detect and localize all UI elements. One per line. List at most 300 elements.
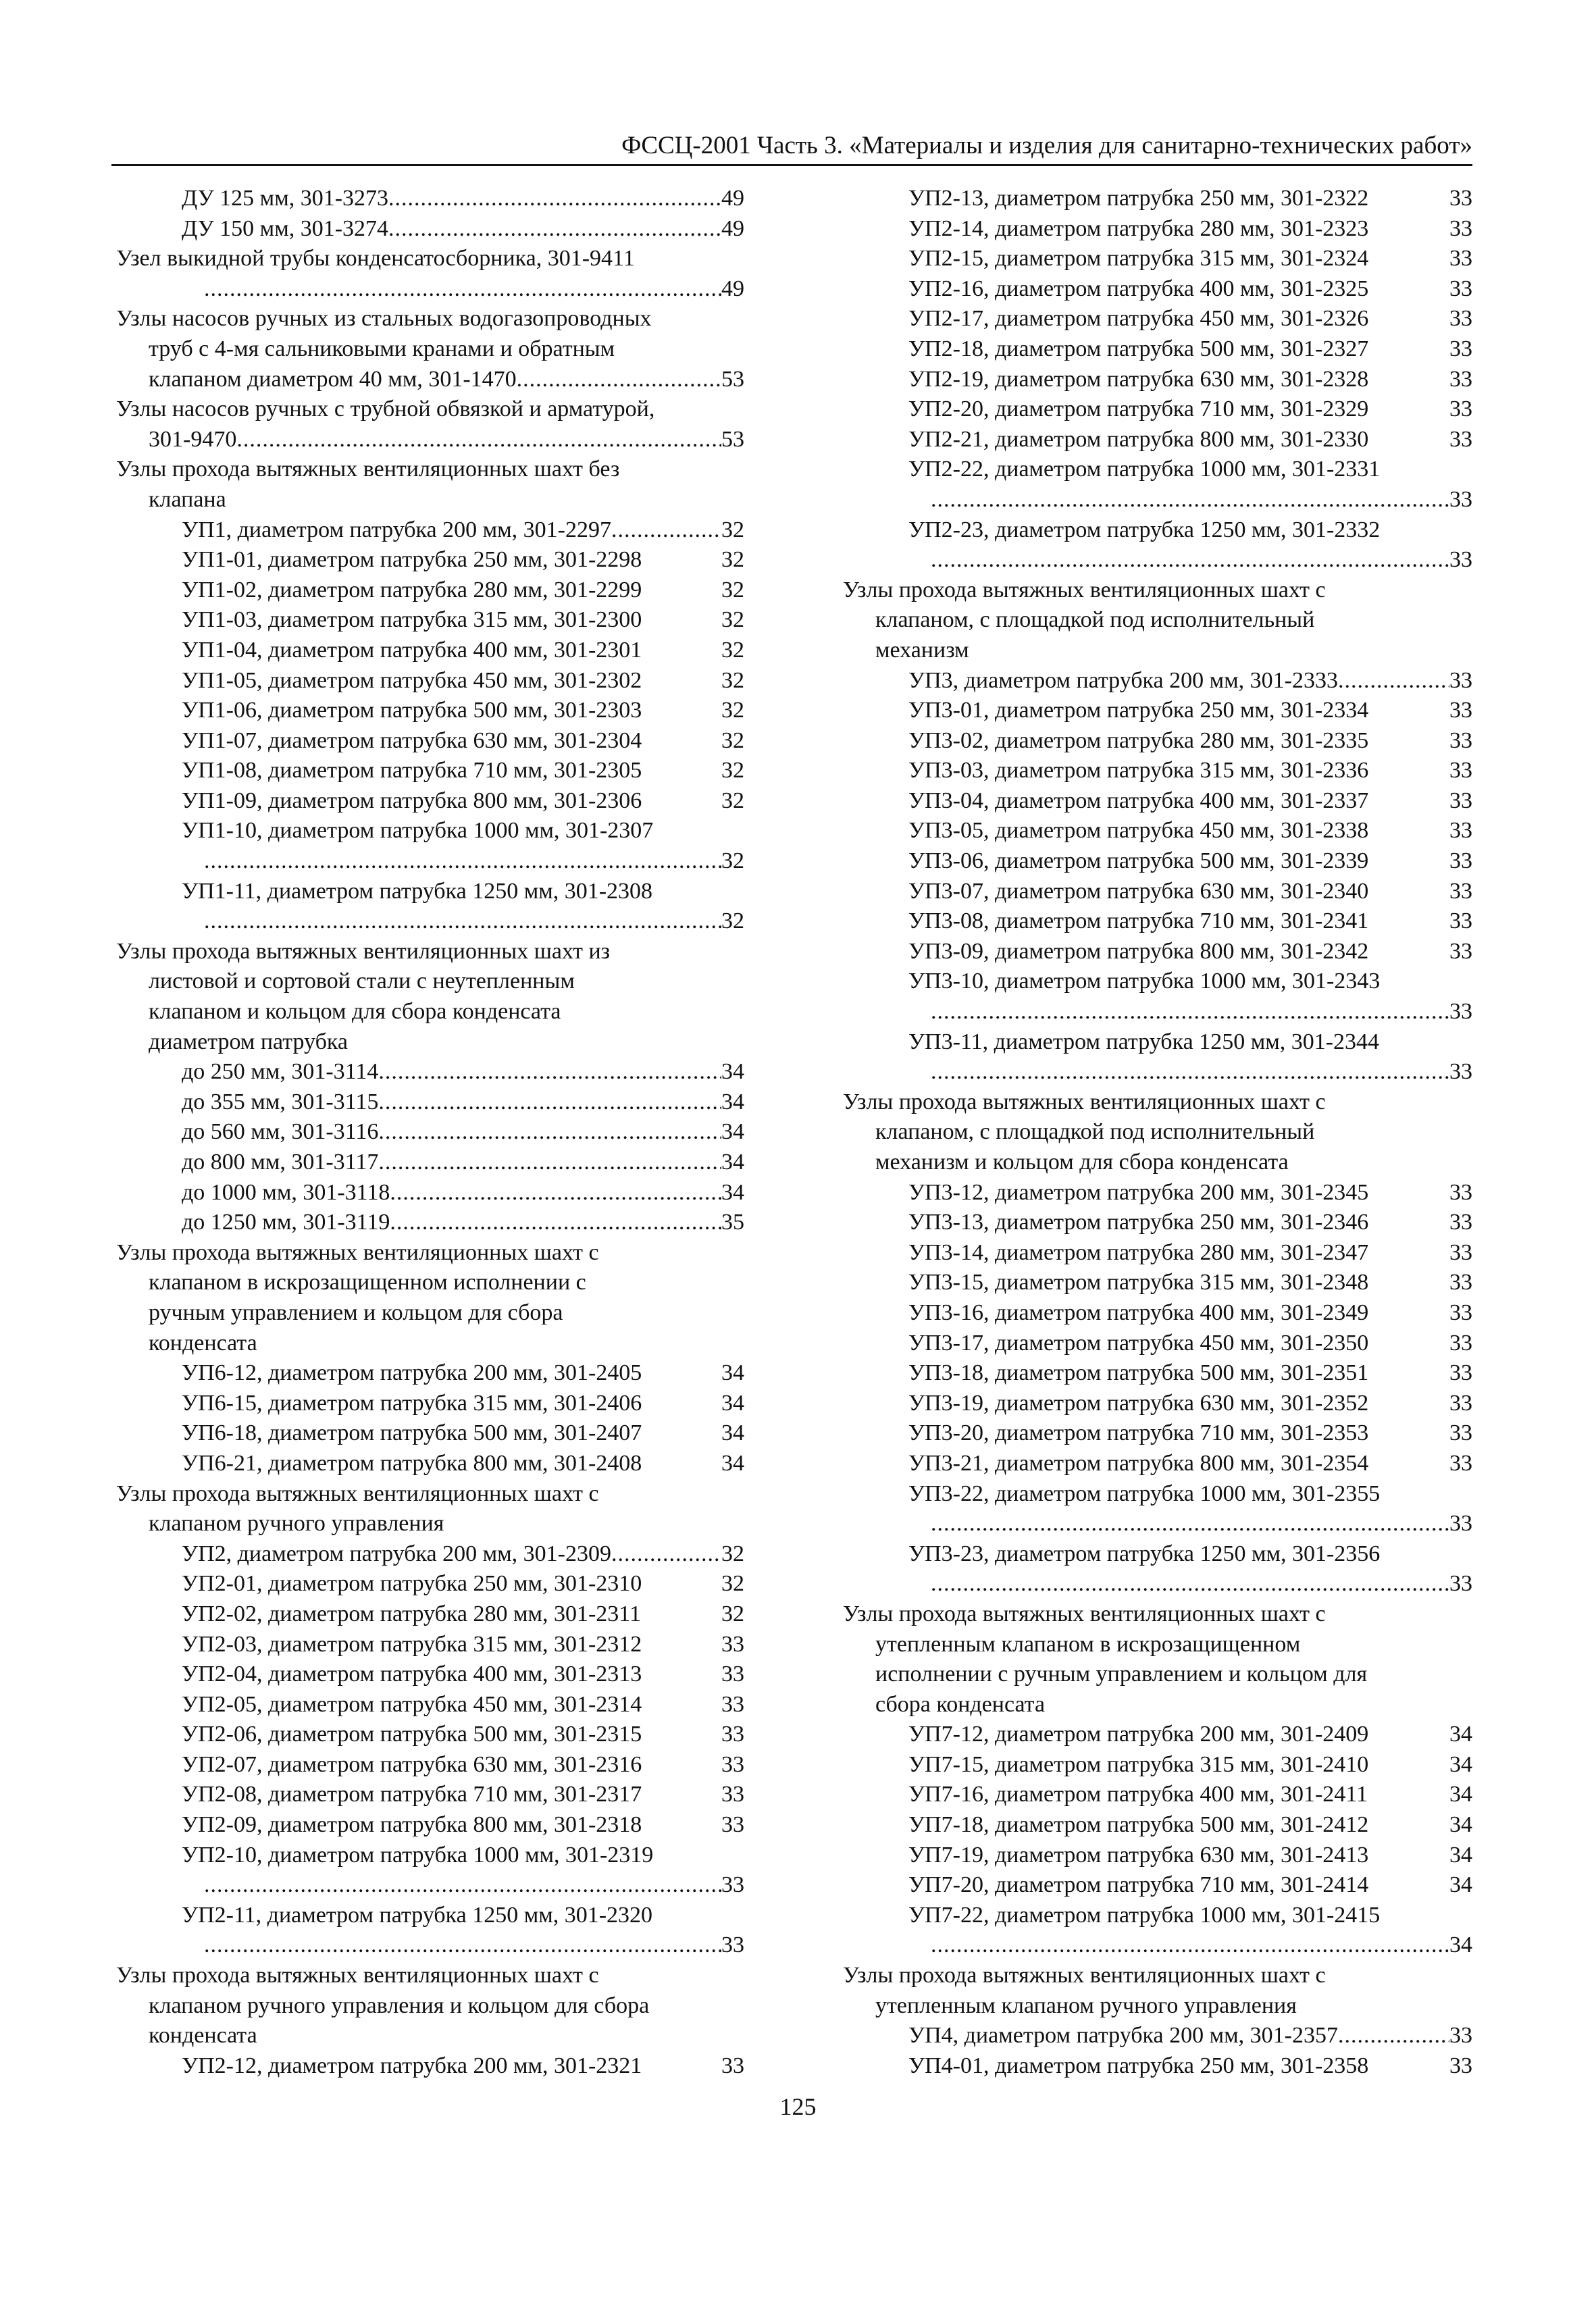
index-entry-text: до 1250 мм, 301-3119 — [182, 1210, 390, 1235]
index-entry — [116, 1780, 744, 1810]
page-reference: 33 — [1449, 758, 1472, 783]
index-entry-text: УП3-16, диаметром патрубка 400 мм, 301-2349 — [908, 1300, 1369, 1325]
index-entry — [843, 304, 1472, 334]
index-entry — [843, 365, 1472, 395]
index-heading: Узлы прохода вытяжных вентиляционных шахт с — [843, 1963, 1326, 1988]
index-entry — [843, 184, 1472, 214]
page-reference: 33 — [1449, 547, 1472, 573]
index-heading-continuation: клапаном ручного управления — [149, 1511, 444, 1537]
index-entry — [843, 846, 1472, 877]
index-entry-text: УП3-05, диаметром патрубка 450 мм, 301-2338 — [908, 818, 1369, 844]
page-reference: 33 — [1449, 1210, 1472, 1235]
page-reference: 33 — [1449, 848, 1472, 874]
index-entry — [116, 515, 744, 546]
index-entry-text: УП3-06, диаметром патрубка 500 мм, 301-2339 — [908, 848, 1369, 874]
index-entry-text: УП3-19, диаметром патрубка 630 мм, 301-2352 — [908, 1390, 1369, 1416]
page-reference: 33 — [721, 1782, 744, 1807]
index-entry-text: УП2-11, диаметром патрубка 1250 мм, 301-2320 — [182, 1902, 653, 1928]
index-entry-text: УП1-11, диаметром патрубка 1250 мм, 301-2308 — [182, 878, 653, 904]
index-leader-line — [116, 906, 744, 937]
index-entry-text: УП1-02, диаметром патрубка 280 мм, 301-2299 — [182, 577, 642, 602]
index-entry-text: УП7-18, диаметром патрубка 500 мм, 301-2412 — [908, 1812, 1369, 1838]
index-entry-text: УП3-11, диаметром патрубка 1250 мм, 301-2344 — [908, 1029, 1380, 1054]
index-entry — [116, 1208, 744, 1238]
index-entry — [116, 1178, 744, 1208]
dot-leader — [611, 1539, 721, 1570]
index-entry — [843, 1449, 1472, 1479]
dot-leader — [378, 1057, 721, 1087]
dot-leader — [611, 515, 721, 546]
index-leader-line — [843, 1509, 1472, 1539]
page-reference: 33 — [721, 1691, 744, 1717]
page-reference: 34 — [721, 1420, 744, 1446]
page-reference: 33 — [1449, 306, 1472, 332]
index-entry — [116, 1057, 744, 1087]
page-reference: 32 — [721, 1541, 744, 1566]
index-heading-continuation: утепленным клапаном ручного управления — [875, 1992, 1297, 2018]
dot-leader — [388, 214, 721, 245]
page-reference: 34 — [1449, 1842, 1472, 1868]
running-header: ФССЦ-2001 Часть 3. «Материалы и изделия для санитарно-технических работ» — [621, 132, 1472, 159]
dot-leader — [378, 1087, 721, 1118]
page-reference: 32 — [721, 577, 744, 602]
index-entry-text: УП1-09, диаметром патрубка 800 мм, 301-2306 — [182, 788, 642, 813]
index-entry — [843, 1810, 1472, 1841]
index-entry-text: УП1-08, диаметром патрубка 710 мм, 301-2305 — [182, 758, 642, 783]
index-heading-continuation: клапаном ручного управления и кольцом для сбора — [149, 1992, 650, 2018]
index-entry-text: УП2-22, диаметром патрубка 1000 мм, 301-2331 — [908, 457, 1381, 482]
page-reference: 34 — [721, 1150, 744, 1175]
index-entry — [843, 274, 1472, 305]
page-reference: 34 — [721, 1360, 744, 1386]
index-leader-line — [116, 1870, 744, 1901]
index-entry-text: УП2, диаметром патрубка 200 мм, 301-2309 — [182, 1541, 611, 1566]
index-entry — [843, 1750, 1472, 1780]
index-entry-text: УП2-21, диаметром патрубка 800 мм, 301-2330 — [908, 426, 1369, 452]
page-reference: 33 — [1449, 1420, 1472, 1446]
index-entry — [116, 2051, 744, 2082]
page-reference: 32 — [721, 1601, 744, 1626]
page-number: 125 — [779, 2093, 817, 2120]
index-entry-text: УП7-19, диаметром патрубка 630 мм, 301-2413 — [908, 1842, 1369, 1868]
index-entry-text: УП7-12, диаметром патрубка 200 мм, 301-2409 — [908, 1722, 1369, 1747]
index-entry — [116, 1810, 744, 1841]
page-reference: 33 — [1449, 938, 1472, 964]
page-reference: 32 — [721, 547, 744, 573]
index-entry-text: УП3-01, диаметром патрубка 250 мм, 301-2334 — [908, 698, 1369, 723]
index-entry — [843, 906, 1472, 937]
index-heading: Узлы прохода вытяжных вентиляционных шахт из — [116, 938, 611, 964]
index-entry-text: УП7-15, диаметром патрубка 315 мм, 301-2410 — [908, 1751, 1369, 1777]
index-entry-text: УП1-04, диаметром патрубка 400 мм, 301-2301 — [182, 637, 642, 663]
index-entry-text: УП2-17, диаметром патрубка 450 мм, 301-2326 — [908, 306, 1369, 332]
index-entry-text: УП3-14, диаметром патрубка 280 мм, 301-2347 — [908, 1239, 1369, 1265]
index-entry-text: клапаном диаметром 40 мм, 301-1470 — [149, 366, 517, 392]
dot-leader — [390, 1178, 721, 1208]
index-heading: Узлы насосов ручных с трубной обвязкой и арматурой, — [116, 396, 655, 422]
index-entry-text: УП2-12, диаметром патрубка 200 мм, 301-2321 — [182, 2053, 642, 2078]
index-entry-text: УП2-07, диаметром патрубка 630 мм, 301-2316 — [182, 1751, 642, 1777]
page-reference: 33 — [1449, 186, 1472, 211]
page-reference: 32 — [721, 698, 744, 723]
index-entry-text: УП3-09, диаметром патрубка 800 мм, 301-2342 — [908, 938, 1369, 964]
page-reference: 33 — [1449, 215, 1472, 241]
index-entry — [843, 214, 1472, 245]
index-entry — [843, 334, 1472, 365]
index-leader-line — [843, 1930, 1472, 1961]
index-entry — [116, 1569, 744, 1599]
dot-leader — [931, 545, 1449, 575]
page-reference: 32 — [721, 908, 744, 934]
page-reference: 34 — [1449, 1812, 1472, 1838]
page-reference: 33 — [1449, 667, 1472, 693]
dot-leader — [204, 1930, 721, 1961]
page-reference: 33 — [1449, 1239, 1472, 1265]
index-heading: Узлы прохода вытяжных вентиляционных шахт с — [843, 577, 1326, 602]
index-entry-text: УП6-12, диаметром патрубка 200 мм, 301-2405 — [182, 1360, 642, 1386]
index-entry — [843, 2021, 1472, 2051]
index-entry — [116, 605, 744, 636]
index-entry-text: УП3-18, диаметром патрубка 500 мм, 301-2351 — [908, 1360, 1369, 1386]
page-reference: 34 — [1449, 1782, 1472, 1807]
index-entry-text: УП3-21, диаметром патрубка 800 мм, 301-2354 — [908, 1450, 1369, 1476]
page-reference: 33 — [1449, 727, 1472, 753]
page-reference: 34 — [721, 1179, 744, 1205]
page-reference: 33 — [1449, 1270, 1472, 1295]
index-entry-text: УП3-22, диаметром патрубка 1000 мм, 301-2355 — [908, 1481, 1381, 1506]
index-entry — [116, 1539, 744, 1570]
page-reference: 33 — [1449, 366, 1472, 392]
index-entry-text: УП2-05, диаметром патрубка 450 мм, 301-2314 — [182, 1691, 642, 1717]
index-entry-text: УП3-03, диаметром патрубка 315 мм, 301-2336 — [908, 758, 1369, 783]
index-entry — [843, 425, 1472, 455]
index-entry-text: УП1-07, диаметром патрубка 630 мм, 301-2304 — [182, 727, 642, 753]
index-entry — [116, 1630, 744, 1660]
index-entry-text: УП4-01, диаметром патрубка 250 мм, 301-2358 — [908, 2053, 1369, 2078]
index-entry-text: УП2-14, диаметром патрубка 280 мм, 301-2323 — [908, 215, 1369, 241]
index-entry-text: УП2-20, диаметром патрубка 710 мм, 301-2329 — [908, 396, 1369, 422]
index-entry-text: УП1, диаметром патрубка 200 мм, 301-2297 — [182, 517, 611, 542]
index-entry — [843, 726, 1472, 756]
index-entry — [116, 1599, 744, 1630]
index-entry — [843, 1841, 1472, 1871]
index-entry — [843, 877, 1472, 907]
page-reference: 34 — [1449, 1932, 1472, 1958]
page-reference: 32 — [721, 788, 744, 813]
index-entry-text: УП7-22, диаметром патрубка 1000 мм, 301-2415 — [908, 1902, 1381, 1928]
page-reference: 33 — [1449, 2023, 1472, 2049]
index-entry-text: УП3-08, диаметром патрубка 710 мм, 301-2341 — [908, 908, 1369, 934]
dot-leader — [931, 1057, 1449, 1087]
page-reference: 34 — [721, 1450, 744, 1476]
index-entry — [843, 1418, 1472, 1449]
index-entry — [116, 365, 744, 395]
page-reference: 33 — [1449, 878, 1472, 904]
dot-leader — [388, 184, 721, 214]
page-reference: 32 — [721, 637, 744, 663]
page-reference: 32 — [721, 1571, 744, 1597]
header-rule — [111, 164, 1472, 166]
page-reference: 33 — [721, 1812, 744, 1838]
page-reference: 33 — [1449, 1300, 1472, 1325]
page-reference: 33 — [1449, 336, 1472, 361]
index-entry-text: УП2-06, диаметром патрубка 500 мм, 301-2315 — [182, 1722, 642, 1747]
index-heading-continuation: утепленным клапаном в искрозащищенном — [875, 1631, 1301, 1657]
index-heading: Узлы прохода вытяжных вентиляционных шахт с — [116, 1239, 599, 1265]
page-reference: 33 — [1449, 396, 1472, 422]
index-entry — [116, 1690, 744, 1720]
index-heading-continuation: исполнении с ручным управлением и кольцом для — [875, 1662, 1368, 1687]
page-reference: 33 — [1449, 2053, 1472, 2078]
index-entry — [116, 575, 744, 606]
index-entry — [843, 1268, 1472, 1298]
index-entry — [843, 666, 1472, 696]
dot-leader — [931, 1569, 1449, 1599]
index-entry-text: УП3-02, диаметром патрубка 280 мм, 301-2335 — [908, 727, 1369, 753]
index-heading-continuation: листовой и сортовой стали с неутепленным — [149, 969, 575, 994]
index-heading-continuation: труб с 4-мя сальниковыми кранами и обратным — [149, 336, 615, 361]
index-heading: Узлы прохода вытяжных вентиляционных шахт с — [843, 1089, 1326, 1114]
page-reference: 53 — [721, 366, 744, 392]
index-entry-text: до 800 мм, 301-3117 — [182, 1150, 379, 1175]
dot-leader — [390, 1208, 721, 1238]
index-entry-text: УП7-16, диаметром патрубка 400 мм, 301-2411 — [908, 1782, 1368, 1807]
page-reference: 33 — [1449, 1390, 1472, 1416]
dot-leader — [378, 1117, 721, 1148]
dot-leader — [931, 1509, 1449, 1539]
index-leader-line — [843, 485, 1472, 515]
index-heading-continuation: конденсата — [149, 1330, 257, 1356]
index-entry-text: УП3-17, диаметром патрубка 450 мм, 301-2350 — [908, 1330, 1369, 1356]
page-reference: 33 — [721, 1662, 744, 1687]
index-entry — [843, 1238, 1472, 1268]
index-entry — [843, 696, 1472, 726]
index-entry-text: УП2-13, диаметром патрубка 250 мм, 301-2322 — [908, 186, 1369, 211]
dot-leader — [931, 485, 1449, 515]
index-heading-continuation: ручным управлением и кольцом для сбора — [149, 1300, 563, 1325]
index-entry-text: УП2-10, диаметром патрубка 1000 мм, 301-2319 — [182, 1842, 654, 1868]
index-heading: Узлы прохода вытяжных вентиляционных шахт с — [116, 1963, 599, 1988]
page-reference: 33 — [721, 2053, 744, 2078]
index-entry-text: УП4, диаметром патрубка 200 мм, 301-2357 — [908, 2023, 1338, 2049]
index-entry-text: до 250 мм, 301-3114 — [182, 1059, 379, 1085]
index-entry-text: УП1-01, диаметром патрубка 250 мм, 301-2298 — [182, 547, 642, 573]
dot-leader — [1338, 2021, 1449, 2051]
page-reference: 33 — [1449, 1450, 1472, 1476]
page-reference: 33 — [1449, 1571, 1472, 1597]
page-reference: 33 — [721, 1631, 744, 1657]
index-entry-text: УП2-08, диаметром патрубка 710 мм, 301-2317 — [182, 1782, 642, 1807]
page-reference: 33 — [1449, 698, 1472, 723]
index-heading: Узлы насосов ручных из стальных водогазопроводных — [116, 306, 652, 332]
page-reference: 32 — [721, 607, 744, 633]
index-heading-continuation: клапаном, с площадкой под исполнительный — [875, 607, 1315, 633]
page-reference: 32 — [721, 727, 744, 753]
index-entry — [843, 1178, 1472, 1208]
page-reference: 49 — [721, 215, 744, 241]
index-entry — [843, 816, 1472, 846]
index-entry — [116, 756, 744, 786]
page-reference: 33 — [1449, 426, 1472, 452]
index-entry — [843, 1208, 1472, 1238]
index-entry — [116, 696, 744, 726]
dot-leader — [931, 997, 1449, 1027]
page-reference: 33 — [721, 1872, 744, 1898]
page-reference: 34 — [1449, 1872, 1472, 1898]
index-entry — [116, 636, 744, 666]
index-heading-continuation: механизм и кольцом для сбора конденсата — [875, 1150, 1289, 1175]
page-reference: 32 — [721, 848, 744, 874]
index-heading-continuation: клапаном и кольцом для сбора конденсата — [149, 999, 561, 1025]
index-leader-line — [116, 274, 744, 305]
index-entry — [116, 1148, 744, 1178]
dot-leader — [236, 425, 721, 455]
index-entry — [116, 1389, 744, 1419]
dot-leader — [931, 1930, 1449, 1961]
dot-leader — [517, 365, 721, 395]
page-reference: 33 — [1449, 1179, 1472, 1205]
page-reference: 33 — [1449, 486, 1472, 512]
index-entry-text: УП6-15, диаметром патрубка 315 мм, 301-2406 — [182, 1390, 642, 1416]
index-entry — [843, 1389, 1472, 1419]
index-entry-text: до 560 мм, 301-3116 — [182, 1119, 379, 1145]
dot-leader — [204, 906, 721, 937]
index-entry — [843, 937, 1472, 967]
page-reference: 32 — [721, 517, 744, 542]
index-entry — [116, 1418, 744, 1449]
index-heading-continuation: диаметром патрубка — [149, 1029, 349, 1054]
index-entry-text: УП3-20, диаметром патрубка 710 мм, 301-2353 — [908, 1420, 1369, 1446]
index-entry-text: УП3-04, диаметром патрубка 400 мм, 301-2337 — [908, 788, 1369, 813]
index-entry-text: ДУ 125 мм, 301-3273 — [182, 186, 389, 211]
index-entry — [843, 786, 1472, 817]
index-entry-text: УП1-10, диаметром патрубка 1000 мм, 301-2307 — [182, 818, 654, 844]
left-column — [116, 184, 744, 2081]
page-reference: 33 — [1449, 1511, 1472, 1537]
index-entry-text: УП3-10, диаметром патрубка 1000 мм, 301-2343 — [908, 969, 1381, 994]
index-entry-text: УП2-09, диаметром патрубка 800 мм, 301-2318 — [182, 1812, 642, 1838]
index-heading: Узлы прохода вытяжных вентиляционных шахт без — [116, 457, 620, 482]
page-reference: 33 — [1449, 788, 1472, 813]
index-entry-text: УП3-12, диаметром патрубка 200 мм, 301-2345 — [908, 1179, 1369, 1205]
index-entry-text: УП2-01, диаметром патрубка 250 мм, 301-2310 — [182, 1571, 642, 1597]
index-entry — [843, 1780, 1472, 1810]
index-heading-continuation: клапаном в искрозащищенном исполнении с — [149, 1270, 586, 1295]
index-entry — [116, 1358, 744, 1389]
index-entry — [116, 1750, 744, 1780]
index-leader-line — [843, 1057, 1472, 1087]
index-entry-text: УП2-23, диаметром патрубка 1250 мм, 301-2332 — [908, 517, 1381, 542]
index-heading-continuation: сбора конденсата — [875, 1691, 1046, 1717]
index-heading: Узлы прохода вытяжных вентиляционных шахт с — [116, 1481, 599, 1506]
index-entry-text: УП2-18, диаметром патрубка 500 мм, 301-2327 — [908, 336, 1369, 361]
page-reference: 34 — [1449, 1751, 1472, 1777]
index-entry — [116, 786, 744, 817]
index-entry-text: УП6-18, диаметром патрубка 500 мм, 301-2407 — [182, 1420, 642, 1446]
page-reference: 49 — [721, 276, 744, 301]
index-entry-text: УП3-13, диаметром патрубка 250 мм, 301-2346 — [908, 1210, 1369, 1235]
index-heading-continuation: клапана — [149, 486, 226, 512]
page-reference: 33 — [721, 1751, 744, 1777]
index-entry — [116, 1117, 744, 1148]
index-entry-text: УП3-07, диаметром патрубка 630 мм, 301-2340 — [908, 878, 1369, 904]
index-entry — [116, 1720, 744, 1750]
index-entry-text: УП7-20, диаметром патрубка 710 мм, 301-2414 — [908, 1872, 1369, 1898]
page-reference: 34 — [721, 1059, 744, 1085]
index-entry-text: до 1000 мм, 301-3118 — [182, 1179, 390, 1205]
page-reference: 35 — [721, 1210, 744, 1235]
index-heading: Узлы прохода вытяжных вентиляционных шахт с — [843, 1601, 1326, 1626]
page-reference: 53 — [721, 426, 744, 452]
page-reference: 33 — [1449, 818, 1472, 844]
index-entry — [843, 394, 1472, 425]
page-reference: 32 — [721, 758, 744, 783]
page-reference: 34 — [721, 1089, 744, 1114]
index-entry — [843, 1358, 1472, 1389]
index-entry-text: до 355 мм, 301-3115 — [182, 1089, 379, 1114]
index-leader-line — [116, 1930, 744, 1961]
page-reference: 33 — [1449, 1059, 1472, 1085]
page-reference: 34 — [721, 1119, 744, 1145]
index-entry-text: УП3-15, диаметром патрубка 315 мм, 301-2348 — [908, 1270, 1369, 1295]
index-entry-text: УП2-02, диаметром патрубка 280 мм, 301-2311 — [182, 1601, 642, 1626]
dot-leader — [378, 1148, 721, 1178]
index-entry-text: УП1-06, диаметром патрубка 500 мм, 301-2303 — [182, 698, 642, 723]
index-entry — [116, 1660, 744, 1690]
dot-leader — [1338, 666, 1449, 696]
index-leader-line — [116, 846, 744, 877]
index-entry-text: УП1-03, диаметром патрубка 315 мм, 301-2300 — [182, 607, 642, 633]
index-heading-continuation: механизм — [875, 637, 969, 663]
index-entry-text: 301-9470 — [149, 426, 237, 452]
index-entry — [116, 184, 744, 214]
index-entry-text: УП3-23, диаметром патрубка 1250 мм, 301-2356 — [908, 1541, 1381, 1566]
index-entry — [843, 2051, 1472, 2082]
index-entry — [116, 726, 744, 756]
index-entry-text: УП2-03, диаметром патрубка 315 мм, 301-2312 — [182, 1631, 642, 1657]
index-entry — [116, 545, 744, 575]
page-reference: 34 — [1449, 1722, 1472, 1747]
index-heading-continuation: клапаном, с площадкой под исполнительный — [875, 1119, 1315, 1145]
page-reference: 33 — [1449, 999, 1472, 1025]
index-leader-line — [843, 545, 1472, 575]
index-entry-text: ДУ 150 мм, 301-3274 — [182, 215, 389, 241]
page-reference: 33 — [721, 1932, 744, 1958]
page-reference: 33 — [1449, 1360, 1472, 1386]
index-entry-text: УП3, диаметром патрубка 200 мм, 301-2333 — [908, 667, 1338, 693]
index-heading-continuation: конденсата — [149, 2023, 257, 2049]
index-entry-text: УП6-21, диаметром патрубка 800 мм, 301-2408 — [182, 1450, 642, 1476]
index-entry-text: УП2-16, диаметром патрубка 400 мм, 301-2325 — [908, 276, 1369, 301]
page-reference: 33 — [721, 1722, 744, 1747]
right-column — [843, 184, 1472, 2081]
index-leader-line — [843, 1569, 1472, 1599]
page-reference: 33 — [1449, 276, 1472, 301]
index-entry — [843, 756, 1472, 786]
index-entry-text: УП1-05, диаметром патрубка 450 мм, 301-2302 — [182, 667, 642, 693]
index-leader-line — [843, 997, 1472, 1027]
index-heading: Узел выкидной трубы конденсатосборника, 301-9411 — [116, 246, 635, 272]
index-entry-text: УП2-04, диаметром патрубка 400 мм, 301-2313 — [182, 1662, 642, 1687]
page-reference: 34 — [721, 1390, 744, 1416]
index-entry-text: УП2-15, диаметром патрубка 315 мм, 301-2324 — [908, 246, 1369, 272]
page-reference: 33 — [1449, 908, 1472, 934]
page-reference: 32 — [721, 667, 744, 693]
index-entry — [843, 244, 1472, 274]
page-reference: 33 — [1449, 246, 1472, 272]
page-reference: 49 — [721, 186, 744, 211]
index-entry — [116, 1087, 744, 1118]
